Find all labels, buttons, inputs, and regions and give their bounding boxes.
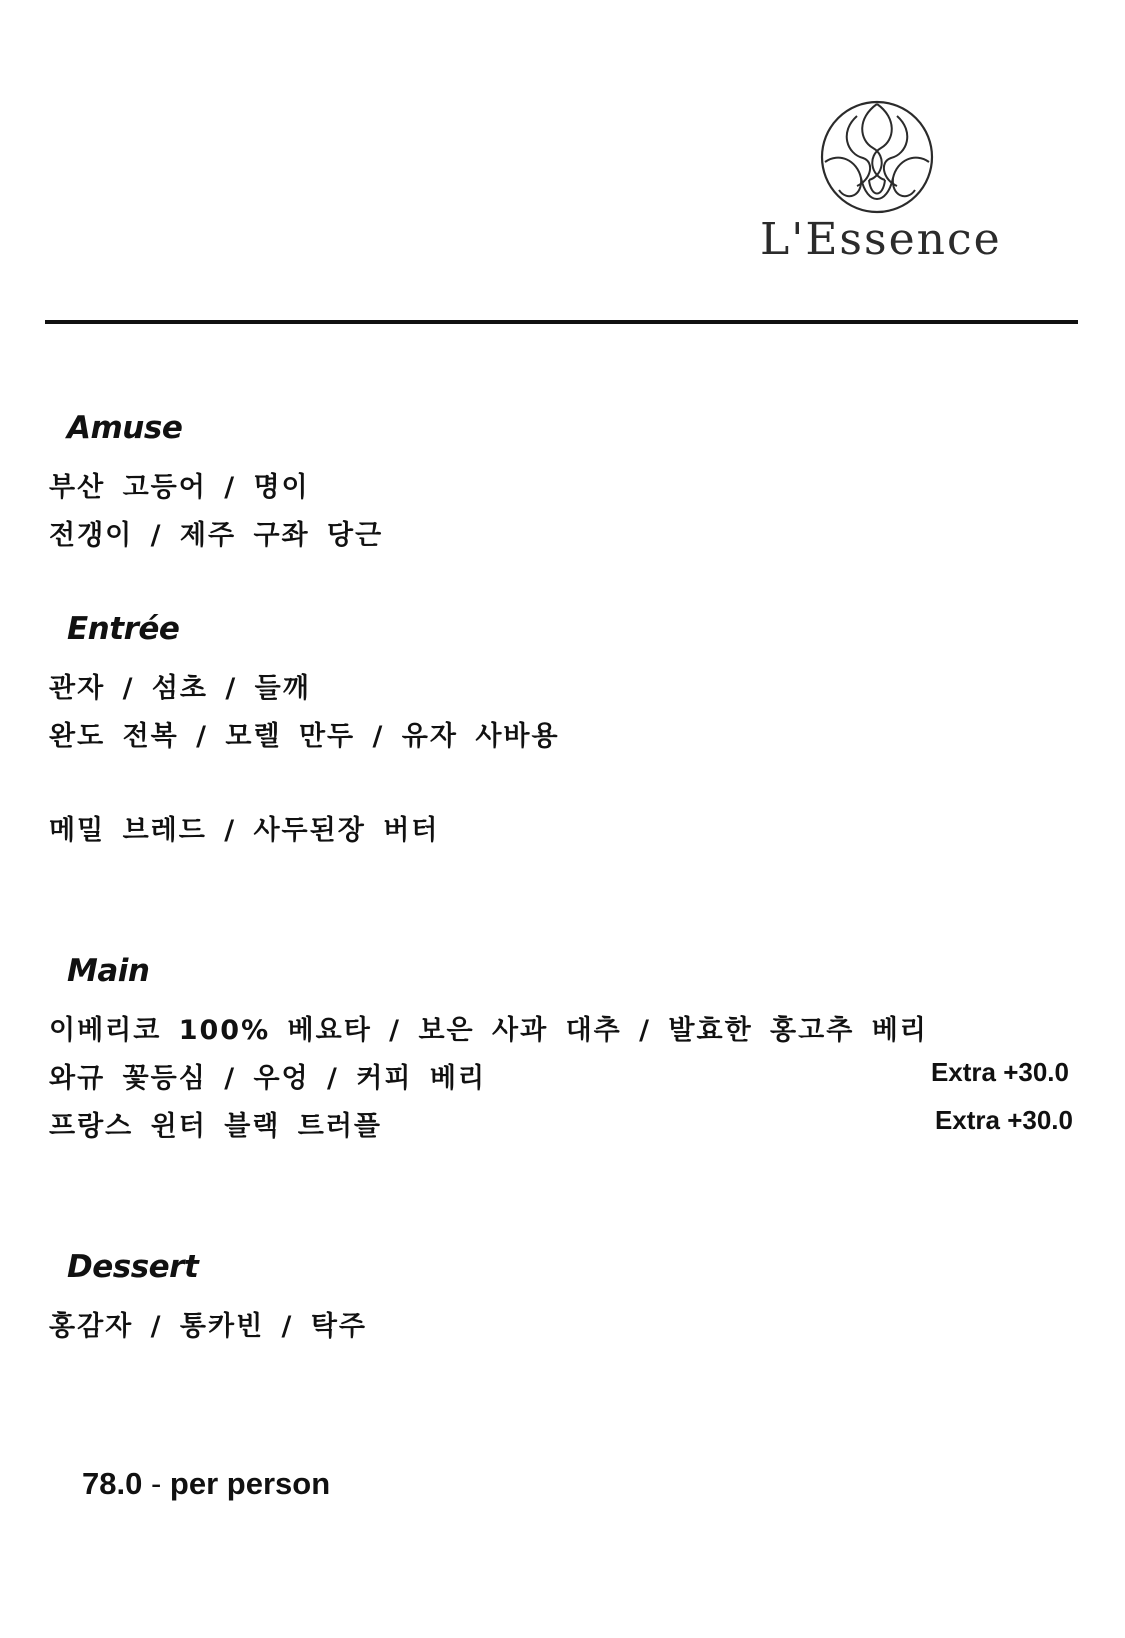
menu-item: 프랑스 윈터 블랙 트러플 — [49, 1111, 383, 1142]
section-title-dessert: Dessert — [67, 1249, 199, 1285]
logo-emblem-icon — [817, 98, 937, 216]
section-title-main: Main — [67, 953, 150, 989]
menu-item: 이베리코 100% 베요타 / 보은 사과 대추 / 발효한 홍고추 베리 — [49, 1015, 928, 1046]
price-unit: per person — [169, 1466, 331, 1501]
menu-item: 부산 고등어 / 명이 — [49, 472, 310, 503]
restaurant-logo — [760, 98, 1000, 268]
section-title-amuse: Amuse — [67, 410, 183, 446]
price-amount: 78.0 — [82, 1466, 143, 1501]
price-separator: - — [150, 1466, 162, 1501]
menu-item: 전갱이 / 제주 구좌 당근 — [49, 520, 384, 551]
menu-item: 관자 / 섬초 / 들깨 — [49, 673, 311, 704]
price-per-person — [82, 1466, 330, 1502]
menu-item: 메밀 브레드 / 사두된장 버터 — [49, 815, 440, 846]
logo-wordmark: L'Essence — [760, 214, 1002, 265]
extra-charge: Extra +30.0 — [930, 1057, 1069, 1087]
section-title-entree: Entrée — [67, 611, 180, 647]
header-divider — [45, 320, 1078, 324]
menu-item: 완도 전복 / 모렐 만두 / 유자 사바용 — [49, 721, 560, 752]
menu-item: 와규 꽃등심 / 우엉 / 커피 베리 — [49, 1063, 487, 1094]
extra-charge: Extra +30.0 — [934, 1105, 1073, 1135]
menu-item: 홍감자 / 통카빈 / 탁주 — [49, 1311, 367, 1342]
